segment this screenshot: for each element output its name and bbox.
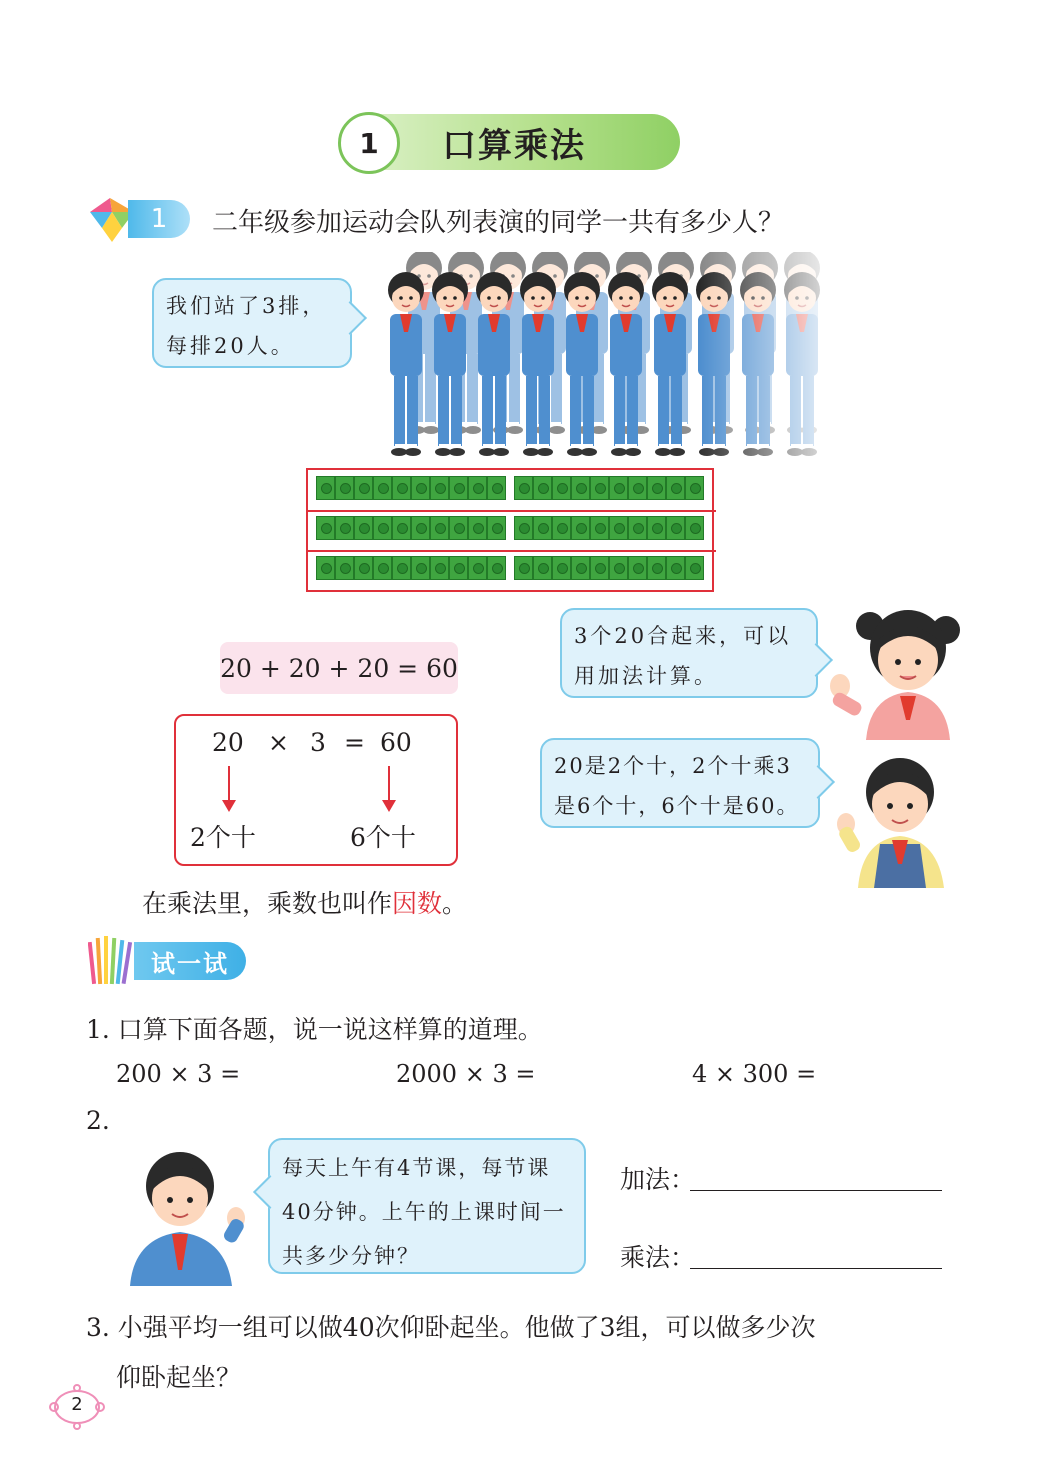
unit-cube: [487, 476, 506, 500]
bubble-line: 每排20人。: [166, 334, 295, 358]
bubble-line: 20是2个十，2个十乘3: [554, 754, 792, 778]
unit-cube: [430, 476, 449, 500]
try-it-title: 试一试: [134, 942, 246, 980]
speech-bubble-girl: [560, 608, 818, 698]
exercise-3-line-1: 3. 小强平均一组可以做40次仰卧起坐。他做了3组，可以做多少次: [86, 1313, 816, 1342]
cube-stick-ten: [514, 516, 706, 542]
addition-label: 加法：: [620, 1165, 696, 1194]
bubble-line: 用加法计算。: [574, 664, 718, 688]
unit-cube: [685, 476, 704, 500]
factor-20: 20: [212, 728, 244, 757]
cube-stick-ten: [316, 556, 508, 582]
cube-stick-ten: [316, 476, 508, 502]
cube-row: [308, 510, 716, 542]
unit-cube: [647, 556, 666, 580]
unit-cube: [552, 516, 571, 540]
unit-cube: [514, 476, 533, 500]
unit-cube: [533, 476, 552, 500]
unit-cube: [609, 556, 628, 580]
cube-row: [308, 550, 716, 582]
unit-cube: [552, 476, 571, 500]
unit-cube: [468, 476, 487, 500]
unit-cube: [571, 556, 590, 580]
unit-cube: [373, 476, 392, 500]
unit-cube: [647, 516, 666, 540]
exercise-3-line-2: 仰卧起坐？: [116, 1363, 242, 1392]
exercise-1-item: 4 × 300 =: [692, 1060, 817, 1088]
note-text: 在乘法里，乘数也叫作: [142, 889, 393, 918]
cube-rows-diagram: [306, 468, 714, 592]
unit-cube: [392, 516, 411, 540]
unit-cube: [571, 516, 590, 540]
unit-cube: [628, 516, 647, 540]
exercise-1-item: 200 × 3 =: [116, 1060, 241, 1088]
times-sign: ×: [268, 728, 289, 757]
unit-cube: [316, 516, 335, 540]
factor-definition: [142, 884, 467, 920]
exercise-2-number: 2.: [86, 1106, 110, 1135]
cube-row: [314, 470, 706, 500]
boy-illustration: [834, 752, 958, 888]
cube-stick-ten: [514, 556, 706, 582]
example-tag: [88, 198, 198, 244]
unit-cube: [514, 556, 533, 580]
unit-cube: [590, 476, 609, 500]
unit-cube: [449, 476, 468, 500]
unit-cube: [354, 476, 373, 500]
example-number: 1: [128, 200, 190, 238]
section-header: [338, 112, 682, 172]
speech-bubble-students: [152, 278, 352, 368]
factor-3: 3: [310, 728, 326, 757]
bubble-line: 共多少分钟？: [282, 1244, 420, 1268]
unit-cube: [468, 556, 487, 580]
unit-cube: [335, 516, 354, 540]
bubble-line: 我们站了3排，: [166, 294, 327, 318]
unit-cube: [533, 556, 552, 580]
unit-cube: [335, 556, 354, 580]
addition-answer-line[interactable]: [690, 1190, 942, 1191]
colored-pencils-icon: [88, 934, 140, 986]
unit-cube: [533, 516, 552, 540]
bubble-line: 40分钟。上午的上课时间一: [282, 1200, 566, 1224]
unit-cube: [411, 476, 430, 500]
addition-equation: 20 + 20 + 20 = 60: [220, 642, 458, 694]
unit-cube: [487, 516, 506, 540]
unit-cube: [590, 516, 609, 540]
page-number: 2: [71, 1394, 83, 1415]
section-number: 1: [338, 112, 400, 174]
equals-sign: =: [344, 728, 365, 757]
unit-cube: [411, 516, 430, 540]
speech-bubble-exercise-2: [268, 1138, 586, 1274]
unit-cube: [487, 556, 506, 580]
unit-cube: [373, 556, 392, 580]
multiplication-breakdown: [174, 714, 458, 866]
unit-cube: [411, 556, 430, 580]
bubble-line: 每天上午有4节课，每节课: [282, 1156, 551, 1180]
students-formation-illustration: [384, 252, 836, 458]
arrow-down-icon: [228, 766, 230, 808]
unit-cube: [628, 556, 647, 580]
unit-cube: [449, 516, 468, 540]
unit-cube: [316, 556, 335, 580]
try-it-label: [88, 934, 258, 986]
unit-cube: [666, 476, 685, 500]
note-end: 。: [442, 889, 468, 918]
girl-illustration: [826, 600, 966, 740]
unit-cube: [514, 516, 533, 540]
multiplication-label: 乘法：: [620, 1243, 696, 1272]
unit-cube: [666, 516, 685, 540]
boy-pointing-illustration: [128, 1146, 252, 1286]
cube-stick-ten: [514, 476, 706, 502]
unit-cube: [571, 476, 590, 500]
bubble-line: 3个20合起来，可以: [574, 624, 792, 648]
unit-cube: [392, 476, 411, 500]
unit-cube: [373, 516, 392, 540]
unit-cube: [354, 516, 373, 540]
unit-cube: [335, 476, 354, 500]
speech-bubble-boy: [540, 738, 820, 828]
unit-cube: [609, 516, 628, 540]
section-title: 口算乘法: [442, 126, 586, 166]
unit-cube: [647, 476, 666, 500]
six-tens-label: 6个十: [350, 823, 416, 852]
example-question: 二年级参加运动会队列表演的同学一共有多少人？: [212, 208, 785, 238]
unit-cube: [430, 556, 449, 580]
unit-cube: [628, 476, 647, 500]
unit-cube: [392, 556, 411, 580]
note-highlight: 因数: [392, 889, 443, 918]
unit-cube: [430, 516, 449, 540]
unit-cube: [685, 516, 704, 540]
unit-cube: [590, 556, 609, 580]
unit-cube: [354, 556, 373, 580]
unit-cube: [685, 556, 704, 580]
unit-cube: [449, 556, 468, 580]
unit-cube: [609, 476, 628, 500]
unit-cube: [468, 516, 487, 540]
two-tens-label: 2个十: [190, 823, 256, 852]
bubble-line: 是6个十，6个十是60。: [554, 794, 800, 818]
product-60: 60: [380, 728, 412, 757]
unit-cube: [552, 556, 571, 580]
unit-cube: [316, 476, 335, 500]
exercise-1-prompt: 1. 口算下面各题，说一说这样算的道理。: [86, 1015, 543, 1044]
exercise-1-item: 2000 × 3 =: [396, 1060, 536, 1088]
unit-cube: [666, 556, 685, 580]
multiplication-answer-line[interactable]: [690, 1268, 942, 1269]
arrow-down-icon: [388, 766, 390, 808]
page-number-badge: [46, 1384, 108, 1430]
cube-stick-ten: [316, 516, 508, 542]
